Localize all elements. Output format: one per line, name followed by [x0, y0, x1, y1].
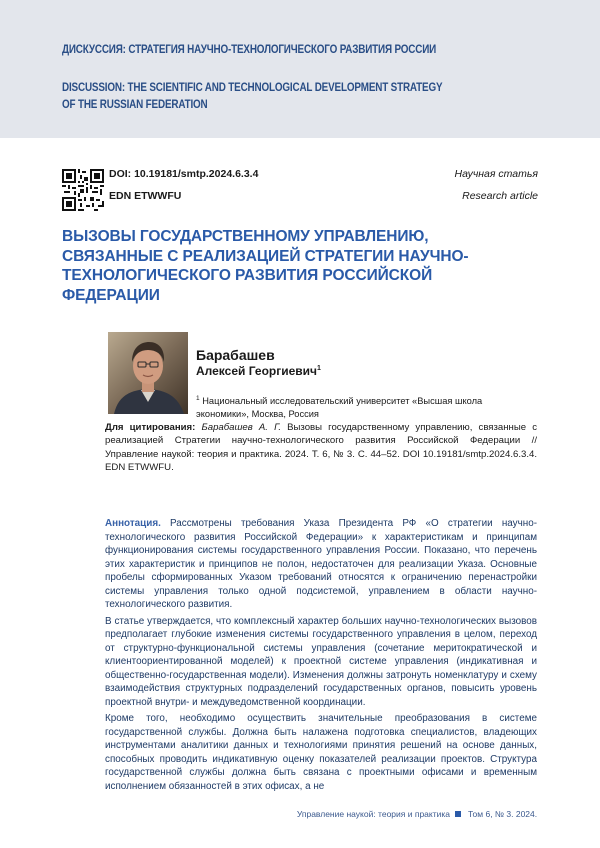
author-affiliation: $^1$ Национальный исследовательский университет «Высшая школа экономики», Москва, Россия [196, 395, 483, 420]
abstract-block [105, 517, 537, 796]
section-title-en-line2: OF THE RUSSIAN FEDERATION [62, 99, 208, 111]
footer-square-icon [455, 811, 461, 817]
author-photo [108, 332, 188, 414]
article-type-en: Research article [462, 190, 538, 202]
citation-label: Для цитирования: [105, 422, 196, 433]
abstract-paragraph-2: В статье утверждается, что комплексный характер больших научно-технологических вызовов предполагает глубокие изменения системы государственного управления в целом, переход от структурно-функциональной системы управления (сочетание меритократической и клиентоориентированной моделей) к проектной системе управления (индикативная и общественно-государственная модели). Изменения должны затронуть номенклатуру и схему взаимодействия структурных подразделений государственных органов, повысить уровень проектной внутри- и междуведомственной координации. [105, 615, 537, 708]
citation-text: Вызовы государственному управлению, связанные с реализацией Стратегии научно-технологического развития Российской Федерации // Управление наукой: теория и практика. 2024. Т. 6, № 3. С. 44–52. DOI 10.19181/smtp.2024.6.3.4. EDN ETWWFU. [105, 422, 537, 474]
section-title-en-line1: DISCUSSION: THE SCIENTIFIC AND TECHNOLOGICAL DEVELOPMENT STRATEGY [62, 82, 443, 94]
article-type-ru: Научная статья [454, 168, 538, 180]
qr-code-icon [62, 169, 104, 211]
edn-text: EDN ETWWFU [109, 190, 182, 202]
article-title: ВЫЗОВЫ ГОСУДАРСТВЕННОМУ УПРАВЛЕНИЮ, СВЯЗАННЫЕ С РЕАЛИЗАЦИЕЙ СТРАТЕГИИ НАУЧНО-ТЕХНОЛОГИЧЕСКОГО РАЗВИТИЯ РОССИЙСКОЙ ФЕДЕРАЦИИ [62, 228, 469, 304]
section-title-ru: ДИСКУССИЯ: СТРАТЕГИЯ НАУЧНО-ТЕХНОЛОГИЧЕСКОГО РАЗВИТИЯ РОССИИ [62, 44, 437, 56]
abstract-label: Аннотация. [105, 518, 161, 529]
journal-header-band [0, 0, 600, 138]
abstract-paragraph-3: Кроме того, необходимо осуществить значительные преобразования в системе государственной службы. Должна быть налажена подготовка специалистов, владеющих инструментами аналитики данных и технологиями принятия решений на основе данных, способных проводить индикативную оценку показателей реализации проектов. Структура государственной службы должна быть связана с проектными офисами и временным исполнением обязанностей в этих офисах, а не [105, 713, 537, 792]
footer-volume: Том 6, № 3. 2024. [468, 809, 538, 819]
citation-block [105, 421, 537, 475]
footer-journal-name: Управление наукой: теория и практика [296, 809, 450, 819]
abstract-paragraph-1: Аннотация. Рассмотрены требования Указа Президента РФ «О стратегии научно-технологического развития Российской Федерации» к характеристикам и принципам функционирования системы государственного управления России. Показано, что перечень этих характеристик и принципов не полон, недостаточен для реализации Указа. Основные пробелы сформированных Указом требований относятся к ограничению перенастройки системы управления только одной подсистемой, управлением в области научно-технологического развития. [105, 518, 537, 610]
author-first-names: Алексей Георгиевич$^1$ [196, 364, 321, 378]
author-last-name: Барабашев [196, 347, 275, 363]
citation-authors: Барабашев А. Г. [201, 422, 282, 433]
doi-text[interactable]: DOI: 10.19181/smtp.2024.6.3.4 [109, 168, 259, 180]
